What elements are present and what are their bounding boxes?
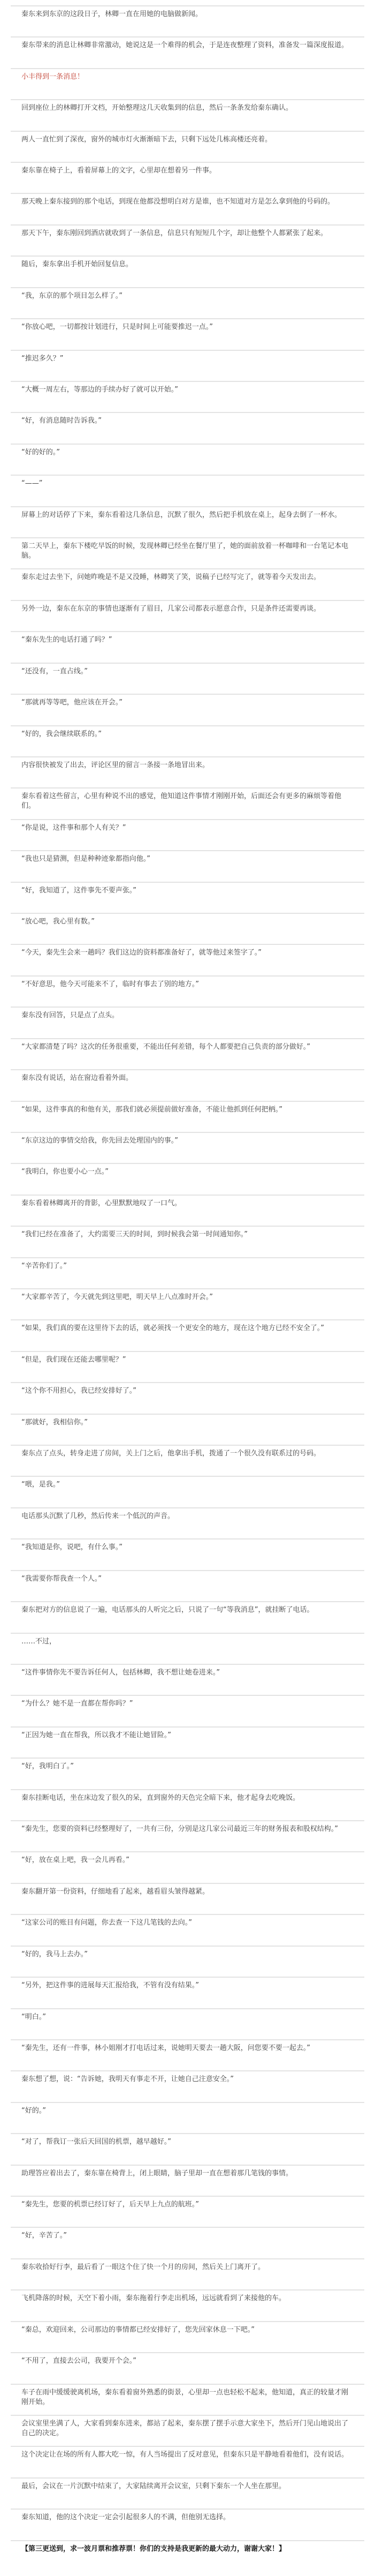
article-paragraph: “辛苦你们了。” bbox=[21, 1262, 67, 1270]
paragraph-divider bbox=[11, 1101, 364, 1102]
article-paragraph: “好的。” bbox=[21, 2107, 46, 2115]
article-paragraph: “——” bbox=[21, 479, 43, 487]
paragraph-divider bbox=[11, 1226, 364, 1227]
article-paragraph: “好，有消息随时告诉我。” bbox=[21, 417, 102, 425]
article-paragraph: 秦东收拾好行李，最后看了一眼这个住了快一个月的房间，然后关上门离开了。 bbox=[21, 2263, 265, 2271]
article-paragraph: 秦东带来的消息让林卿非常激动，她说这是一个难得的机会，于是连夜整理了资料，准备发一篇深度报道。 bbox=[21, 41, 349, 49]
article-paragraph: “东京这边的事情交给我，你先回去处理国内的事。” bbox=[21, 1137, 178, 1145]
paragraph-divider bbox=[11, 694, 364, 695]
article-paragraph: “好，放在桌上吧，我一会儿再看。” bbox=[21, 1856, 129, 1864]
article-paragraph: 电话那头沉默了几秒，然后传来一个低沉的声音。 bbox=[21, 1512, 175, 1520]
paragraph-divider bbox=[11, 2352, 364, 2353]
article-paragraph: “好，辛苦了。” bbox=[21, 2232, 67, 2240]
paragraph-divider bbox=[11, 193, 364, 194]
paragraph-divider bbox=[11, 568, 364, 569]
paragraph-divider bbox=[11, 1257, 364, 1258]
article-paragraph: 【第三更送到，求一波月票和推荐票！你们的支持是我更新的最大动力，谢谢大家！】 bbox=[21, 2545, 286, 2553]
paragraph-divider bbox=[11, 2289, 364, 2290]
article-paragraph: 秦东想了想，说：“告诉她，我明天有事走不开，让她自己注意安全。” bbox=[21, 2075, 234, 2083]
article-paragraph: “我明白，你也要小心一点。” bbox=[21, 1168, 109, 1176]
paragraph-divider bbox=[11, 2070, 364, 2071]
paragraph-divider bbox=[11, 756, 364, 757]
paragraph-divider bbox=[11, 1507, 364, 1508]
article-paragraph: “推迟多久？” bbox=[21, 355, 64, 363]
article-paragraph: ……不过， bbox=[21, 1638, 57, 1646]
paragraph-divider bbox=[11, 2165, 364, 2166]
article-paragraph: “明白。” bbox=[21, 2013, 46, 2021]
article-paragraph: “秦东先生的电话打通了吗？” bbox=[21, 636, 112, 644]
paragraph-divider bbox=[11, 2509, 364, 2510]
article-paragraph: “放心吧，我心里有数。” bbox=[21, 918, 95, 926]
article-paragraph: “这个你不用担心，我已经安排好了。” bbox=[21, 1387, 136, 1395]
article-paragraph: “你是说，这件事和那个人有关？” bbox=[21, 824, 126, 832]
paragraph-divider bbox=[11, 1633, 364, 1634]
paragraph-divider bbox=[11, 2446, 364, 2447]
article-paragraph: 会议室里坐满了人，大家看到秦东进来，都站了起来，秦东摆了摆手示意大家坐下，然后开门见山地说出了自己的决定。 bbox=[21, 2420, 349, 2437]
article-paragraph: 那天晚上秦东接到的那个电话，到现在他都没想明白对方是谁，也不知道对方是怎么拿到他的号码的。 bbox=[21, 198, 335, 206]
article-paragraph: 秦东靠在椅子上，看着屏幕上的文字，心里却在想着另一件事。 bbox=[21, 167, 217, 175]
article-paragraph: 秦东点了点头，转身走进了房间，关上门之后，他拿出手机，拨通了一个很久没有联系过的号码。 bbox=[21, 1450, 321, 1458]
paragraph-divider bbox=[11, 1914, 364, 1915]
paragraph-divider bbox=[11, 444, 364, 445]
paragraph-divider bbox=[11, 99, 364, 100]
article-paragraph: “秦先生，您要的资料已经整理好了，一共有三份，分别是这几家公司最近三年的财务报表和股权结构。” bbox=[21, 1825, 338, 1833]
article-paragraph: “今天，秦先生会来一趟吗？我们这边的资料都准备好了，就等他过来签字了。” bbox=[21, 949, 262, 957]
article-paragraph: 回到座位上的林卿打开文档，开始整理这几天收集到的信息，然后一条条发给秦东确认。 bbox=[21, 104, 293, 112]
article-paragraph: “你放心吧，一切都按计划进行，只是时间上可能要推迟一点。” bbox=[21, 323, 213, 331]
article-paragraph: “我知道是你，说吧，有什么事。” bbox=[21, 1543, 123, 1551]
paragraph-divider bbox=[11, 1445, 364, 1446]
paragraph-divider bbox=[11, 882, 364, 883]
article-paragraph: 秦东看着林卿离开的背影，心里默默地叹了一口气。 bbox=[21, 1199, 182, 1207]
paragraph-divider bbox=[11, 2540, 364, 2541]
article-paragraph: 另外一边，秦东在东京的事情也逐渐有了眉目，几家公司都表示愿意合作，只是条件还需要再谈。 bbox=[21, 605, 321, 613]
article-paragraph: “还没有，一直占线。” bbox=[21, 667, 88, 675]
paragraph-divider bbox=[11, 2039, 364, 2040]
article-paragraph: 最后，会议在一片沉默中结束了，大家陆续离开会议室，只剩下秦东一个人坐在那里。 bbox=[21, 2482, 286, 2490]
article-paragraph: 秦东把对方的信息说了一遍，电话那头的人听完之后，只说了一句“等我消息”，就挂断了电话。 bbox=[21, 1606, 314, 1614]
paragraph-divider bbox=[11, 1570, 364, 1571]
article-paragraph: “如果，我们真的要在这里待下去的话，就必须找一个更安全的地方，现在这个地方已经不安全了。” bbox=[21, 1324, 324, 1332]
article-paragraph: “好的，我会继续联系的。” bbox=[21, 730, 102, 738]
paragraph-divider bbox=[11, 1414, 364, 1415]
paragraph-divider bbox=[11, 1820, 364, 1821]
article-paragraph: 助理答应着出去了，秦东靠在椅背上，闭上眼睛，脑子里却一直在想着那几笔钱的事情。 bbox=[21, 2169, 293, 2177]
article-paragraph: “另外，把这件事的进展每天汇报给我，不管有没有结果。” bbox=[21, 1981, 199, 1989]
paragraph-divider bbox=[11, 1883, 364, 1884]
article-paragraph: 秦东知道，他的这个决定一定会引起很多人的不满，但他别无选择。 bbox=[21, 2513, 231, 2521]
paragraph-divider bbox=[11, 2008, 364, 2009]
article-paragraph: “秦先生，您要的机票已经订好了，后天早上九点的航班。” bbox=[21, 2201, 199, 2209]
article-paragraph: 秦东没有回答，只是点了点头。 bbox=[21, 1011, 119, 1019]
paragraph-divider bbox=[11, 131, 364, 132]
paragraph-divider bbox=[11, 5, 364, 6]
paragraph-divider bbox=[11, 1758, 364, 1759]
article-paragraph: “不好意思，他今天可能来不了，临时有事去了别的地方。” bbox=[21, 980, 199, 988]
article-paragraph: “我们已经在准备了，大约需要三天的时间，到时候我会第一时间通知你。” bbox=[21, 1230, 248, 1238]
article-paragraph: 两人一直忙到了深夜，窗外的城市灯火渐渐暗下去，只剩下远处几栋高楼还亮着。 bbox=[21, 136, 272, 144]
paragraph-divider bbox=[11, 1946, 364, 1947]
paragraph-divider bbox=[11, 850, 364, 851]
paragraph-divider bbox=[11, 1538, 364, 1539]
paragraph-divider bbox=[11, 975, 364, 977]
article-paragraph: “那就再等等吧，他应该在开会。” bbox=[21, 699, 123, 707]
paragraph-divider bbox=[11, 1695, 364, 1696]
paragraph-divider bbox=[11, 1351, 364, 1352]
article-paragraph: “好的好的。” bbox=[21, 448, 60, 456]
paragraph-divider bbox=[11, 787, 364, 788]
paragraph-divider bbox=[11, 350, 364, 351]
paragraph-divider bbox=[11, 1163, 364, 1164]
article-paragraph: 小丰得到一条消息！ bbox=[21, 73, 85, 81]
article-paragraph: 车子在雨中缓缓驶离机场，秦东看着窗外熟悉的街景，心里却一点也轻松不起来，他知道，真正的较量才刚刚开始。 bbox=[21, 2389, 349, 2406]
paragraph-divider bbox=[11, 1195, 364, 1196]
paragraph-divider bbox=[11, 1601, 364, 1602]
paragraph-divider bbox=[11, 944, 364, 945]
paragraph-divider bbox=[11, 381, 364, 382]
paragraph-divider bbox=[11, 1319, 364, 1320]
article-paragraph: 秦东走过去坐下，问她昨晚是不是又没睡，林卿笑了笑，说稿子已经写完了，就等着今天发出去。 bbox=[21, 573, 321, 581]
paragraph-divider bbox=[11, 2321, 364, 2322]
article-paragraph: 秦东翻开第一份资料，仔细地看了起来，越看眉头皱得越紧。 bbox=[21, 1888, 210, 1896]
paragraph-divider bbox=[11, 2227, 364, 2228]
paragraph-divider bbox=[11, 318, 364, 319]
article-paragraph: “我需要你帮我查一个人。” bbox=[21, 1575, 102, 1583]
article-paragraph: 秦东没有说话，站在窗边看着外面。 bbox=[21, 1074, 133, 1082]
article-paragraph: 秦东看着这些留言，心里有种说不出的感觉，他知道这件事情才刚刚开始，后面还会有更多的麻烦等着他们。 bbox=[21, 792, 342, 810]
article-paragraph: “好的，我马上去办。” bbox=[21, 1950, 88, 1958]
paragraph-divider bbox=[11, 2258, 364, 2259]
article-paragraph: 屏幕上的对话停了下来，秦东看着这几条信息，沉默了很久，然后把手机放在桌上，起身去倒了一杯水。 bbox=[21, 511, 342, 519]
article-paragraph: “我，东京的那个项目怎么样了。” bbox=[21, 292, 123, 300]
article-paragraph: 秦东来到东京的这段日子，林卿一直在用她的电脑做新闻。 bbox=[21, 10, 203, 18]
paragraph-divider bbox=[11, 412, 364, 413]
paragraph-divider bbox=[11, 1132, 364, 1133]
article-paragraph: “对了，帮我订一张后天回国的机票，越早越好。” bbox=[21, 2138, 171, 2146]
article-paragraph: “大概一周左右，等那边的手续办好了就可以开始。” bbox=[21, 386, 178, 394]
paragraph-divider bbox=[11, 1664, 364, 1665]
paragraph-divider bbox=[11, 2415, 364, 2416]
paragraph-divider bbox=[11, 1726, 364, 1728]
article-paragraph: 随后，秦东拿出手机开始回复信息。 bbox=[21, 260, 133, 268]
article-paragraph: “好，我知道了，这件事先不要声张。” bbox=[21, 887, 136, 895]
article-paragraph: 这个决定让在场的所有人都大吃一惊，有人当场提出了反对意见，但秦东只是平静地看着他们，没有说话。 bbox=[21, 2451, 349, 2459]
paragraph-divider bbox=[11, 663, 364, 664]
paragraph-divider bbox=[11, 162, 364, 163]
paragraph-divider bbox=[11, 256, 364, 257]
paragraph-divider bbox=[11, 725, 364, 726]
paragraph-divider bbox=[11, 913, 364, 914]
article-paragraph: 那天下午，秦东刚回到酒店就收到了一条信息，信息只有短短几个字，却让他整个人都紧张了起来。 bbox=[21, 229, 328, 237]
article-paragraph: 第二天早上，秦东下楼吃早饭的时候，发现林卿已经坐在餐厅里了，她的面前放着一杯咖啡和一台笔记本电脑。 bbox=[21, 542, 349, 560]
paragraph-divider bbox=[11, 68, 364, 69]
article-paragraph: “好，我明白了。” bbox=[21, 1762, 74, 1770]
article-paragraph: “这家公司的账目有问题，你去查一下这几笔钱的去向。” bbox=[21, 1919, 192, 1927]
paragraph-divider bbox=[11, 2196, 364, 2197]
paragraph-divider bbox=[11, 2477, 364, 2479]
paragraph-divider bbox=[11, 2102, 364, 2103]
paragraph-divider bbox=[11, 1851, 364, 1852]
paragraph-divider bbox=[11, 287, 364, 288]
paragraph-divider bbox=[11, 1382, 364, 1383]
article-paragraph: 飞机降落的时候，天空下着小雨，秦东拖着行李走出机场，远远就看到了来接他的车。 bbox=[21, 2294, 286, 2302]
article-paragraph: “秦先生，还有一件事，林小姐刚才打电话过来，说她明天要去一趟大阪，问您要不要一起去。” bbox=[21, 2044, 310, 2052]
paragraph-divider bbox=[11, 631, 364, 632]
article-paragraph: “正因为她一直在帮我，所以我才不能让她冒险。” bbox=[21, 1731, 171, 1739]
article-paragraph: “喂，是我。” bbox=[21, 1481, 60, 1489]
article-paragraph: “但是，我们现在还能去哪里呢？” bbox=[21, 1356, 126, 1364]
paragraph-divider bbox=[11, 1476, 364, 1477]
paragraph-divider bbox=[11, 1007, 364, 1008]
article-paragraph: “不用了，直接去公司，我要开个会。” bbox=[21, 2357, 136, 2365]
paragraph-divider bbox=[11, 2384, 364, 2385]
paragraph-divider bbox=[11, 1038, 364, 1039]
paragraph-divider bbox=[11, 475, 364, 476]
paragraph-divider bbox=[11, 2133, 364, 2134]
paragraph-divider bbox=[11, 1288, 364, 1289]
article-paragraph: “大家都清楚了吗？这次的任务很重要，不能出任何差错，每个人都要把自己负责的部分做好。” bbox=[21, 1043, 310, 1051]
article-paragraph: 秦东挂断电话，坐在床边发了很久的呆，直到窗外的天色完全暗下来，他才起身去吃晚饭。 bbox=[21, 1794, 300, 1802]
article-paragraph: “我也只是猜测，但是种种迹象都指向他。” bbox=[21, 855, 150, 863]
article-paragraph: “如果，这件事真的和他有关，那我们就必须提前做好准备，不能让他抓到任何把柄。” bbox=[21, 1106, 282, 1114]
paragraph-divider bbox=[11, 819, 364, 820]
article-paragraph: “那就好，我相信你。” bbox=[21, 1418, 88, 1426]
paragraph-divider bbox=[11, 36, 364, 37]
paragraph-divider bbox=[11, 600, 364, 601]
article-paragraph: “为什么？她不是一直都在帮你吗？” bbox=[21, 1700, 133, 1708]
paragraph-divider bbox=[11, 1069, 364, 1070]
article-paragraph: “这件事情你先不要告诉任何人，包括林卿，我不想让她卷进来。” bbox=[21, 1669, 220, 1677]
article-paragraph: “大家都辛苦了，今天就先到这里吧，明天早上八点准时开会。” bbox=[21, 1293, 213, 1301]
paragraph-divider bbox=[11, 1977, 364, 1978]
article-paragraph: 内容很快被发了出去，评论区里的留言一条接一条地冒出来。 bbox=[21, 761, 210, 769]
article-paragraph: “秦总，欢迎回来，公司那边的事情都已经安排好了，您先回家休息一下吧。” bbox=[21, 2326, 255, 2334]
paragraph-divider bbox=[11, 1789, 364, 1790]
paragraph-divider bbox=[11, 506, 364, 507]
paragraph-divider bbox=[11, 537, 364, 538]
paragraph-divider bbox=[11, 224, 364, 226]
